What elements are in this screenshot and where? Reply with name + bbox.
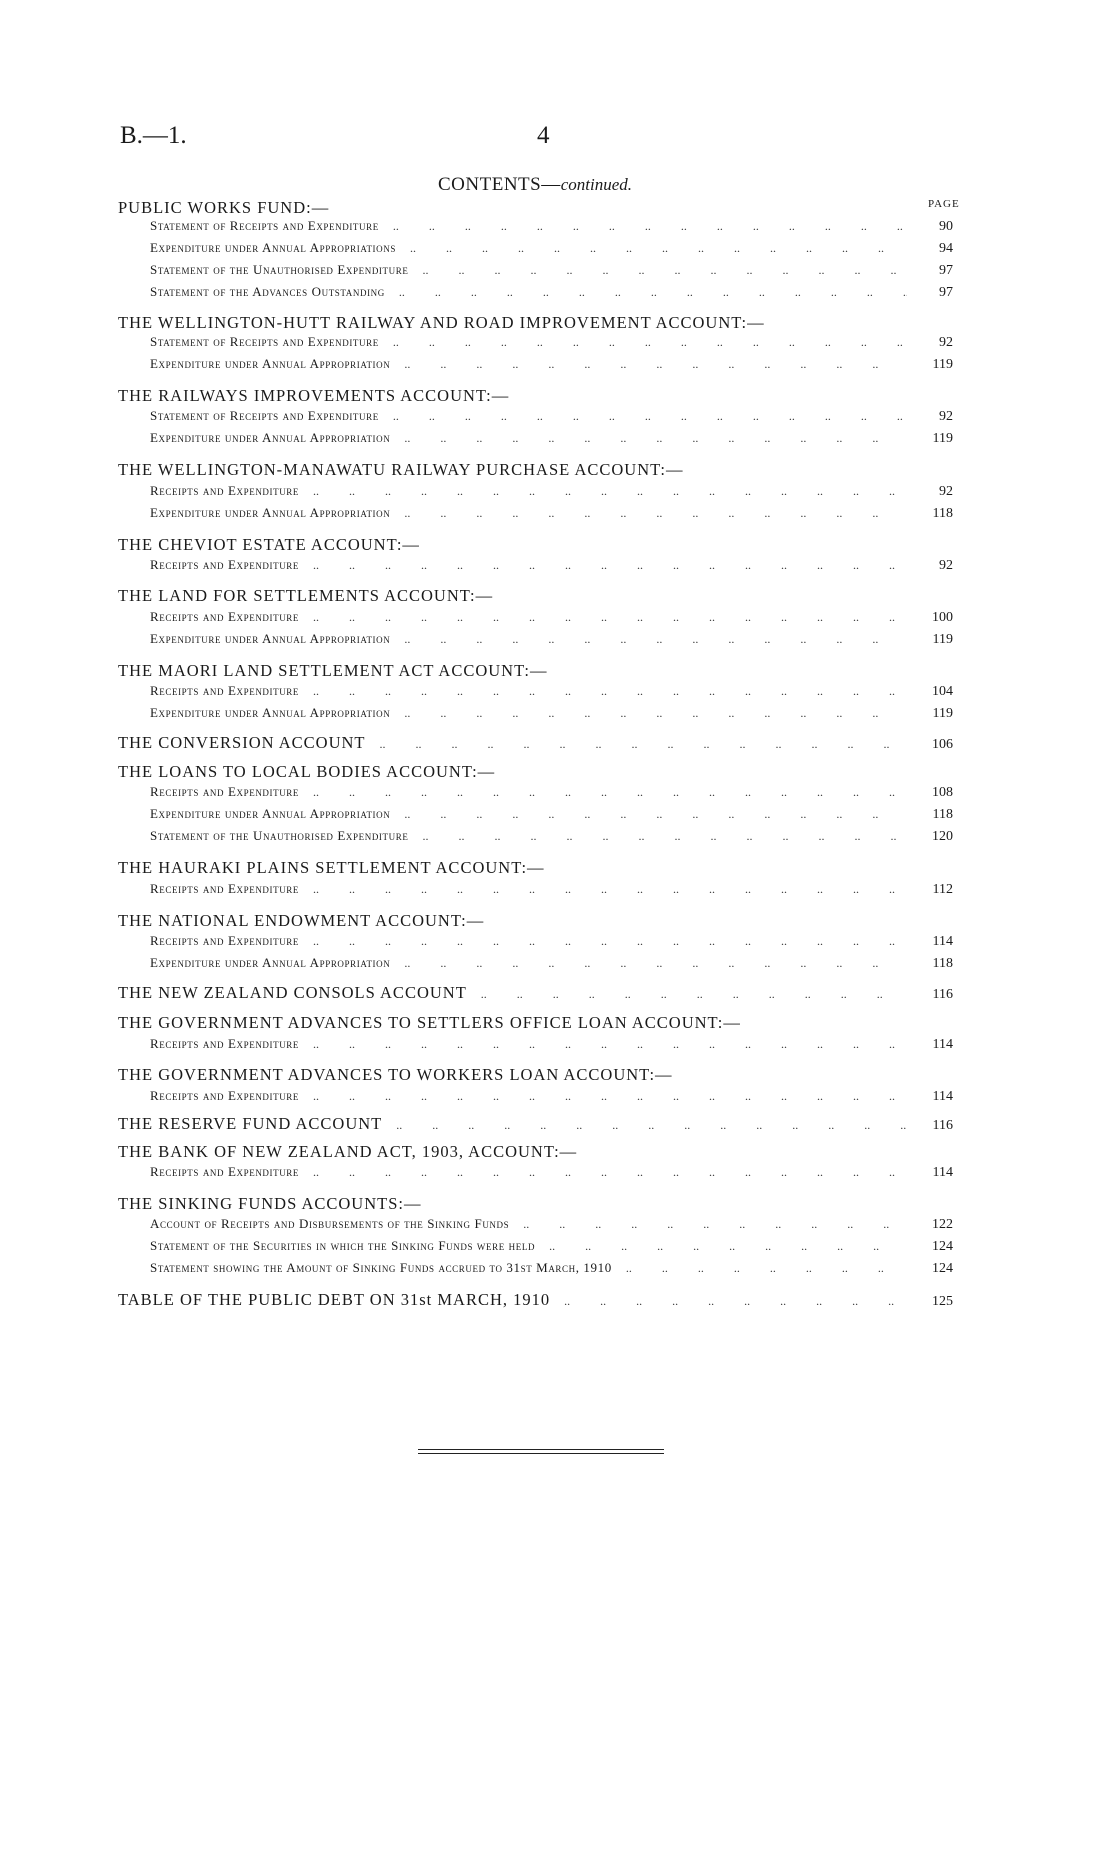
- entry-page-number: 92: [939, 409, 953, 424]
- entry-page-number: 92: [939, 484, 953, 499]
- dot-leader: [550, 1294, 907, 1309]
- entry-label: THE LOANS TO LOCAL BODIES ACCOUNT:—: [118, 762, 496, 781]
- dot-leader: [299, 484, 907, 499]
- contents-entry: [150, 505, 953, 522]
- dot-leader: [379, 335, 907, 350]
- contents-entry: [150, 631, 953, 648]
- dot-leader: [299, 785, 907, 800]
- entry-page-number: 97: [939, 285, 953, 300]
- entry-label: Statement of the Securities in which the Sinking Funds were held: [150, 1238, 536, 1253]
- entry-label: Statement showing the Amount of Sinking Funds accrued to 31st March, 1910: [150, 1260, 612, 1275]
- dot-leader: [299, 1089, 907, 1104]
- contents-entry: [150, 806, 953, 823]
- section-heading: [118, 1013, 953, 1033]
- section-heading: [118, 858, 953, 878]
- entry-label: Receipts and Expenditure: [150, 784, 300, 799]
- entry-page-number: 108: [932, 785, 953, 800]
- entry-label: TABLE OF THE PUBLIC DEBT ON 31st MARCH, 1910: [118, 1290, 551, 1309]
- entry-page-number: 92: [939, 558, 953, 573]
- entry-page-number: 116: [932, 1118, 953, 1133]
- entry-page-number: 124: [932, 1261, 953, 1276]
- dot-leader: [396, 241, 907, 256]
- entry-label: Statement of Receipts and Expenditure: [150, 334, 379, 349]
- dot-leader: [390, 506, 907, 521]
- section-heading: [118, 1142, 953, 1162]
- entry-label: Receipts and Expenditure: [150, 1088, 300, 1103]
- entry-page-number: 114: [932, 1037, 953, 1052]
- entry-page-number: 120: [932, 829, 953, 844]
- title-suffix: continued.: [560, 175, 633, 194]
- entry-page-number: 114: [932, 934, 953, 949]
- contents-entry: [150, 262, 953, 279]
- entry-page-number: 118: [932, 506, 953, 521]
- contents-entry: [150, 408, 953, 425]
- section-heading: [118, 733, 953, 753]
- title-main: CONTENTS—: [438, 174, 561, 195]
- contents-entry: [150, 1088, 953, 1105]
- entry-label: Expenditure under Annual Appropriation: [150, 631, 391, 646]
- entry-label: THE GOVERNMENT ADVANCES TO SETTLERS OFFICE LOAN ACCOUNT:—: [118, 1013, 741, 1032]
- dot-leader: [467, 987, 907, 1002]
- contents-entry: [150, 1238, 953, 1255]
- section-heading: [118, 1194, 953, 1214]
- section-heading: [118, 1290, 953, 1310]
- contents-entry: [150, 784, 953, 801]
- entry-page-number: 114: [932, 1089, 953, 1104]
- entry-label: Statement of the Advances Outstanding: [150, 284, 385, 299]
- entry-page-number: 112: [932, 882, 953, 897]
- contents-entry: [150, 1260, 953, 1277]
- dot-leader: [390, 706, 907, 721]
- entry-label: THE HAURAKI PLAINS SETTLEMENT ACCOUNT:—: [118, 858, 545, 877]
- entry-label: THE NEW ZEALAND CONSOLS ACCOUNT: [118, 983, 467, 1002]
- entry-page-number: 90: [939, 219, 953, 234]
- entry-label: Expenditure under Annual Appropriation: [150, 705, 391, 720]
- contents-entry: [150, 1036, 953, 1053]
- section-heading: [118, 386, 953, 406]
- entry-page-number: 118: [932, 807, 953, 822]
- contents-entry: [150, 430, 953, 447]
- contents-entry: [150, 557, 953, 574]
- contents-entry: [150, 609, 953, 626]
- dot-leader: [299, 558, 907, 573]
- section-heading: [118, 1065, 953, 1085]
- entry-label: Receipts and Expenditure: [150, 1036, 300, 1051]
- entry-label: THE WELLINGTON-HUTT RAILWAY AND ROAD IMPROVEMENT ACCOUNT:—: [118, 313, 765, 332]
- contents-entry: [150, 356, 953, 373]
- section-heading: [118, 661, 953, 681]
- entry-label: THE RESERVE FUND ACCOUNT: [118, 1114, 383, 1133]
- entry-label: Receipts and Expenditure: [150, 1164, 300, 1179]
- section-heading: [118, 1114, 953, 1134]
- entry-page-number: 104: [932, 684, 953, 699]
- entry-label: Expenditure under Annual Appropriation: [150, 955, 391, 970]
- entry-label: THE BANK OF NEW ZEALAND ACT, 1903, ACCOUNT:—: [118, 1142, 578, 1161]
- dot-leader: [390, 956, 907, 971]
- entry-label: Receipts and Expenditure: [150, 881, 300, 896]
- entry-label: Expenditure under Annual Appropriations: [150, 240, 396, 255]
- entry-page-number: 124: [932, 1239, 953, 1254]
- section-heading: [118, 198, 953, 218]
- entry-label: THE NATIONAL ENDOWMENT ACCOUNT:—: [118, 911, 485, 930]
- entry-page-number: 119: [932, 706, 953, 721]
- contents-entry: [150, 1164, 953, 1181]
- entry-label: PUBLIC WORKS FUND:—: [118, 198, 330, 217]
- page-title: [438, 174, 632, 196]
- contents-entry: [150, 683, 953, 700]
- dot-leader: [299, 684, 907, 699]
- section-heading: [118, 762, 953, 782]
- entry-label: Expenditure under Annual Appropriation: [150, 806, 391, 821]
- dot-leader: [299, 1165, 907, 1180]
- entry-page-number: 116: [932, 987, 953, 1002]
- contents-entry: [150, 284, 953, 301]
- entry-page-number: 106: [932, 737, 953, 752]
- entry-label: THE CONVERSION ACCOUNT: [118, 733, 366, 752]
- entry-label: Expenditure under Annual Appropriation: [150, 430, 391, 445]
- entry-label: Receipts and Expenditure: [150, 933, 300, 948]
- entry-page-number: 119: [932, 632, 953, 647]
- entry-label: Receipts and Expenditure: [150, 557, 300, 572]
- entry-label: Receipts and Expenditure: [150, 609, 300, 624]
- dot-leader: [390, 807, 907, 822]
- entry-page-number: 122: [932, 1217, 953, 1232]
- entry-page-number: 125: [932, 1294, 953, 1309]
- dot-leader: [299, 882, 907, 897]
- contents-entry: [150, 1216, 953, 1233]
- dot-leader: [299, 1037, 907, 1052]
- entry-label: Receipts and Expenditure: [150, 483, 300, 498]
- dot-leader: [408, 829, 907, 844]
- dot-leader: [299, 934, 907, 949]
- entry-label: THE MAORI LAND SETTLEMENT ACT ACCOUNT:—: [118, 661, 548, 680]
- entry-page-number: 114: [932, 1165, 953, 1180]
- entry-page-number: 97: [939, 263, 953, 278]
- section-heading: [118, 535, 953, 555]
- section-heading: [118, 313, 953, 333]
- entry-label: THE RAILWAYS IMPROVEMENTS ACCOUNT:—: [118, 386, 510, 405]
- entry-page-number: 94: [939, 241, 953, 256]
- entry-label: Account of Receipts and Disbursements of the Sinking Funds: [150, 1216, 510, 1231]
- contents-entry: [150, 705, 953, 722]
- entry-label: THE LAND FOR SETTLEMENTS ACCOUNT:—: [118, 586, 494, 605]
- contents-entry: [150, 218, 953, 235]
- dot-leader: [299, 610, 907, 625]
- entry-label: Statement of Receipts and Expenditure: [150, 408, 379, 423]
- dot-leader: [390, 431, 907, 446]
- contents-entry: [150, 483, 953, 500]
- dot-leader: [385, 285, 907, 300]
- entry-label: Expenditure under Annual Appropriation: [150, 505, 391, 520]
- contents-entry: [150, 334, 953, 351]
- entry-page-number: 118: [932, 956, 953, 971]
- section-heading: [118, 460, 953, 480]
- entry-label: THE CHEVIOT ESTATE ACCOUNT:—: [118, 535, 420, 554]
- dot-leader: [390, 357, 907, 372]
- dot-leader: [612, 1261, 907, 1276]
- entry-page-number: 119: [932, 357, 953, 372]
- section-heading: [118, 983, 953, 1003]
- entry-label: THE WELLINGTON-MANAWATU RAILWAY PURCHASE ACCOUNT:—: [118, 460, 684, 479]
- dot-leader: [390, 632, 907, 647]
- dot-leader: [379, 219, 907, 234]
- dot-leader: [408, 263, 907, 278]
- entry-label: THE GOVERNMENT ADVANCES TO WORKERS LOAN ACCOUNT:—: [118, 1065, 673, 1084]
- closing-rule-second: [418, 1453, 664, 1454]
- entry-label: Expenditure under Annual Appropriation: [150, 356, 391, 371]
- entry-label: Statement of the Unauthorised Expenditure: [150, 262, 409, 277]
- entry-page-number: 119: [932, 431, 953, 446]
- dot-leader: [379, 409, 907, 424]
- entry-page-number: 100: [932, 610, 953, 625]
- section-heading: [118, 911, 953, 931]
- contents-entry: [150, 828, 953, 845]
- entry-label: Receipts and Expenditure: [150, 683, 300, 698]
- dot-leader: [509, 1217, 907, 1232]
- entry-page-number: 92: [939, 335, 953, 350]
- entry-label: Statement of Receipts and Expenditure: [150, 218, 379, 233]
- dot-leader: [366, 737, 907, 752]
- dot-leader: [535, 1239, 907, 1254]
- entry-label: Statement of the Unauthorised Expenditure: [150, 828, 409, 843]
- entry-label: THE SINKING FUNDS ACCOUNTS:—: [118, 1194, 422, 1213]
- closing-rule: [418, 1449, 664, 1450]
- section-heading: [118, 586, 953, 606]
- dot-leader: [382, 1118, 907, 1133]
- contents-entry: [150, 955, 953, 972]
- page-number: 4: [537, 122, 550, 149]
- contents-entry: [150, 881, 953, 898]
- contents-entry: [150, 240, 953, 257]
- contents-entry: [150, 933, 953, 950]
- document-id: B.—1.: [120, 122, 187, 149]
- page-column-label: PAGE: [928, 198, 960, 210]
